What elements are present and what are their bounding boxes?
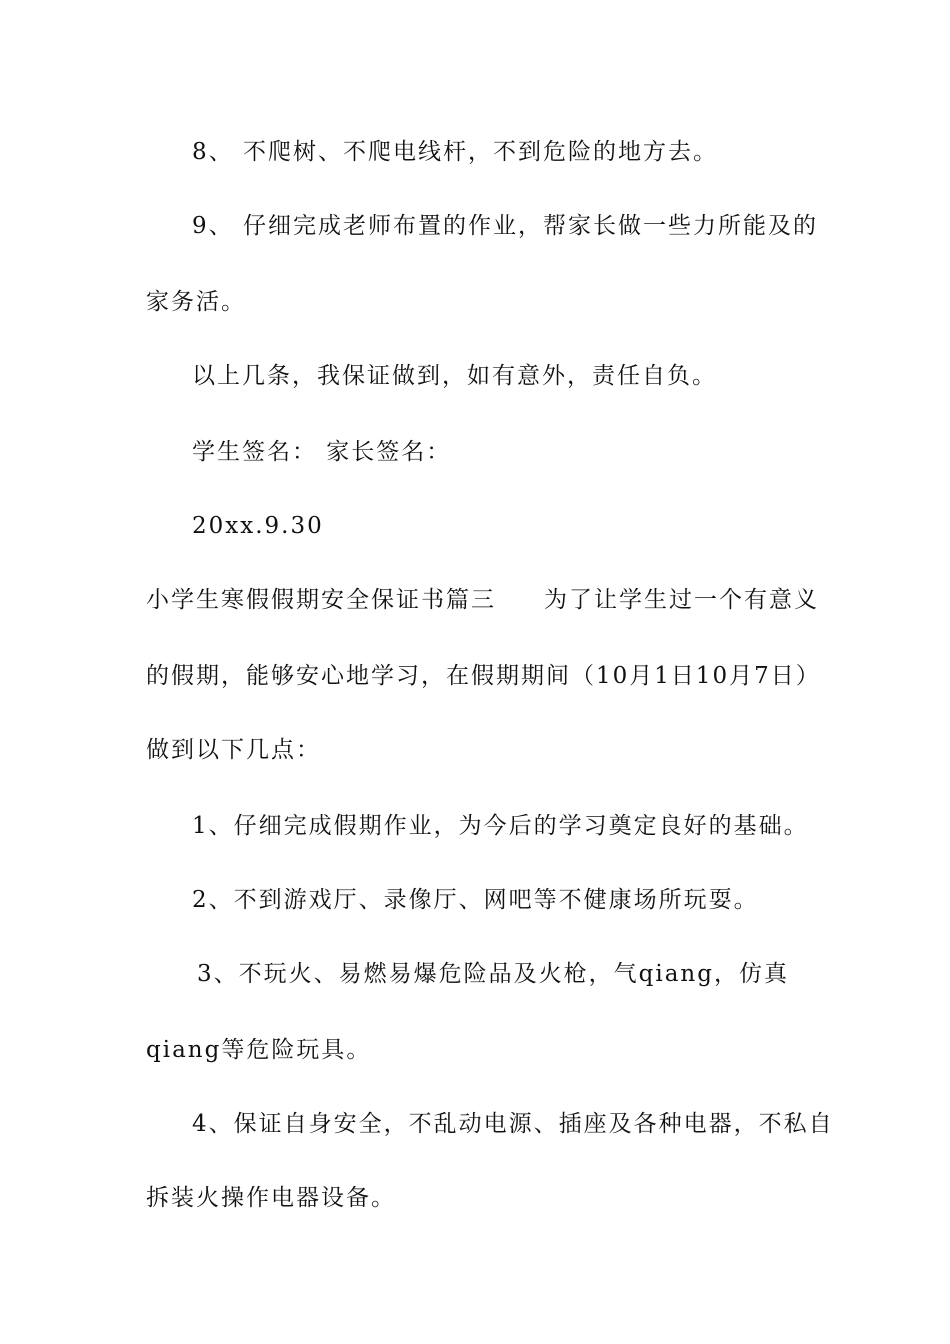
item-3-line-1: 3、不玩火、易燃易爆危险品及火枪，气qiang，仿真 [197, 961, 789, 987]
item-9-line-2: 家务活。 [146, 289, 246, 315]
item-4-line-1: 4、保证自身安全，不乱动电源、插座及各种电器，不私自 [192, 1111, 834, 1137]
item-2: 2、不到游戏厅、录像厅、网吧等不健康场所玩耍。 [192, 887, 759, 913]
item-4-line-2: 拆装火操作电器设备。 [146, 1185, 396, 1211]
intro-line-1: 为了让学生过一个有意义 [544, 587, 819, 613]
item-3-line-2: qiang等危险玩具。 [146, 1037, 372, 1063]
item-9-line-1: 9、 仔细完成老师布置的作业，帮家长做一些力所能及的 [192, 213, 818, 239]
item-8: 8、 不爬树、不爬电线杆，不到危险的地方去。 [192, 139, 718, 165]
intro-line-3: 做到以下几点： [146, 737, 321, 763]
section-title: 小学生寒假假期安全保证书篇三 [146, 587, 496, 613]
section-title-line [146, 584, 819, 616]
signature-line: 学生签名： 家长签名： [192, 439, 452, 465]
pledge-statement: 以上几条，我保证做到，如有意外，责任自负。 [192, 363, 717, 389]
intro-line-2: 的假期，能够安心地学习，在假期期间（10月1日10月7日） [146, 663, 821, 689]
date-line: 20xx.9.30 [192, 513, 324, 539]
item-1: 1、仔细完成假期作业，为今后的学习奠定良好的基础。 [192, 813, 809, 839]
